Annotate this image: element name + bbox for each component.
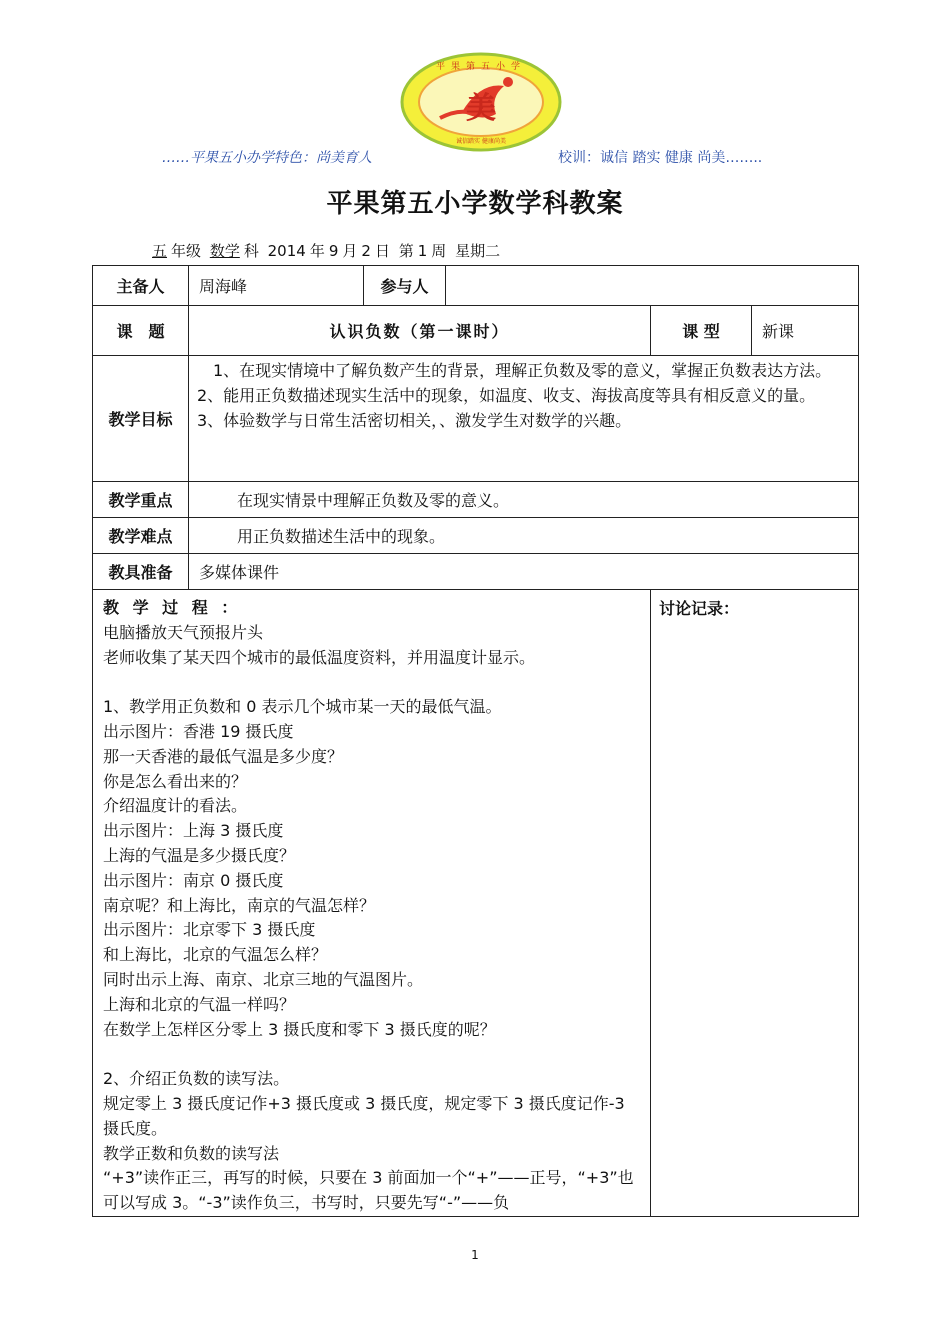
- motto-left: ……平果五小办学特色：尚美育人: [162, 150, 372, 166]
- row-difficulty: [93, 518, 859, 554]
- logo-center-text: 美: [466, 91, 496, 126]
- year-value: 2014: [267, 242, 306, 260]
- lead-label: 主备人: [93, 266, 189, 306]
- process-line: 出示图片：北京零下 3 摄氏度: [103, 920, 316, 940]
- type-label: 课 型: [651, 306, 752, 356]
- goals-content: [189, 356, 859, 482]
- key-label: 教学重点: [93, 482, 189, 518]
- lead-value: 周海峰: [189, 266, 364, 306]
- process-line: 2、介绍正负数的读写法。: [103, 1069, 290, 1089]
- process-line: 电脑播放天气预报片头: [103, 622, 264, 642]
- process-lines: [103, 621, 640, 1216]
- key-value: 在现实情景中理解正负数及零的意义。: [189, 482, 859, 518]
- process-line: 老师收集了某天四个城市的最低温度资料，并用温度计显示。: [103, 647, 536, 667]
- difficulty-label: 教学难点: [93, 518, 189, 554]
- topic-value: 认识负数（第一课时）: [189, 306, 651, 356]
- process-line: 同时出示上海、南京、北京三地的气温图片。: [103, 969, 424, 989]
- grade-value: 五: [152, 242, 168, 260]
- process-line: 教学正数和负数的读写法: [103, 1143, 280, 1163]
- topic-label: 课 题: [93, 306, 189, 356]
- year-unit: 年: [309, 242, 325, 260]
- difficulty-value: 用正负数描述生活中的现象。: [189, 518, 859, 554]
- process-line: 和上海比，北京的气温怎么样？: [103, 945, 328, 965]
- logo-top-text: 平果第五小学: [435, 62, 527, 72]
- process-line: [103, 1042, 640, 1067]
- goals-label: 教学目标: [93, 356, 189, 482]
- week-value: 1: [417, 242, 428, 260]
- process-line: 出示图片：上海 3 摄氏度: [103, 821, 284, 841]
- row-lead: [93, 266, 859, 306]
- process-content: [93, 590, 651, 1217]
- process-line: 出示图片：香港 19 摄氏度: [103, 721, 294, 741]
- process-line: 那一天香港的最低气温是多少度？: [103, 746, 344, 766]
- process-line: 介绍温度计的看法。: [103, 796, 248, 816]
- day-value: 2: [361, 242, 371, 260]
- row-tools: [93, 554, 859, 590]
- process-line: 上海和北京的气温一样吗？: [103, 994, 296, 1014]
- weekday-value: 星期二: [455, 242, 501, 260]
- participants-label: 参与人: [364, 266, 446, 306]
- week-unit: 周: [431, 242, 447, 260]
- process-line: 出示图片：南京 0 摄氏度: [103, 870, 284, 890]
- process-line: “+3”读作正三，再写的时候，只要在 3 前面加一个“+”——正号，“+3”也可以写成 3。“-3”读作负三，书写时，只要先写“-”——负: [103, 1168, 634, 1213]
- row-key: [93, 482, 859, 518]
- lesson-meta: [152, 240, 504, 261]
- row-goals: [93, 356, 859, 482]
- process-line: 上海的气温是多少摄氏度？: [103, 845, 296, 865]
- page-title: 平果第五小学数学科教案: [326, 189, 624, 219]
- discussion-label: 讨论记录：: [651, 590, 859, 1217]
- process-heading: 教 学 过 程 ：: [103, 598, 242, 617]
- row-process: [93, 590, 859, 1217]
- process-line: 南京呢？和上海比，南京的气温怎样？: [103, 895, 376, 915]
- process-line: 1、教学用正负数和 0 表示几个城市某一天的最低气温。: [103, 697, 502, 717]
- week-prefix: 第: [398, 242, 414, 260]
- day-unit: 日: [374, 242, 390, 260]
- subject-value: 数学: [209, 242, 240, 260]
- process-line: [103, 670, 640, 695]
- motto-right: 校训：诚信 踏实 健康 尚美……..: [558, 150, 763, 166]
- goal-item: 3、体验数学与日常生活密切相关，、激发学生对数学的兴趣。: [197, 411, 632, 430]
- process-line: 在数学上怎样区分零上 3 摄氏度和零下 3 摄氏度的呢？: [103, 1019, 496, 1039]
- row-topic: [93, 306, 859, 356]
- process-line: 规定零上 3 摄氏度记作+3 摄氏度或 3 摄氏度，规定零下 3 摄氏度记作-3 摄氏度。: [103, 1093, 625, 1138]
- page-number: 1: [471, 1248, 479, 1262]
- grade-unit: 年级: [171, 242, 202, 260]
- month-unit: 月: [342, 242, 358, 260]
- goal-item: 2、能用正负数描述现实生活中的现象，如温度、收支、海拔高度等具有相反意义的量。: [197, 386, 816, 405]
- lesson-plan-table: [92, 265, 859, 1217]
- logo-bottom-text: 诚信踏实 健康尚美: [456, 138, 506, 145]
- participants-value: [446, 266, 859, 306]
- process-line: 你是怎么看出来的？: [103, 771, 248, 791]
- tools-label: 教具准备: [93, 554, 189, 590]
- type-value: 新课: [752, 306, 859, 356]
- subject-unit: 科: [243, 242, 259, 260]
- month-value: 9: [328, 242, 339, 260]
- tools-value: 多媒体课件: [189, 554, 859, 590]
- school-logo: [400, 52, 562, 152]
- goal-item: 1、在现实情境中了解负数产生的背景，理解正负数及零的意义，掌握正负数表达方法。: [197, 361, 832, 380]
